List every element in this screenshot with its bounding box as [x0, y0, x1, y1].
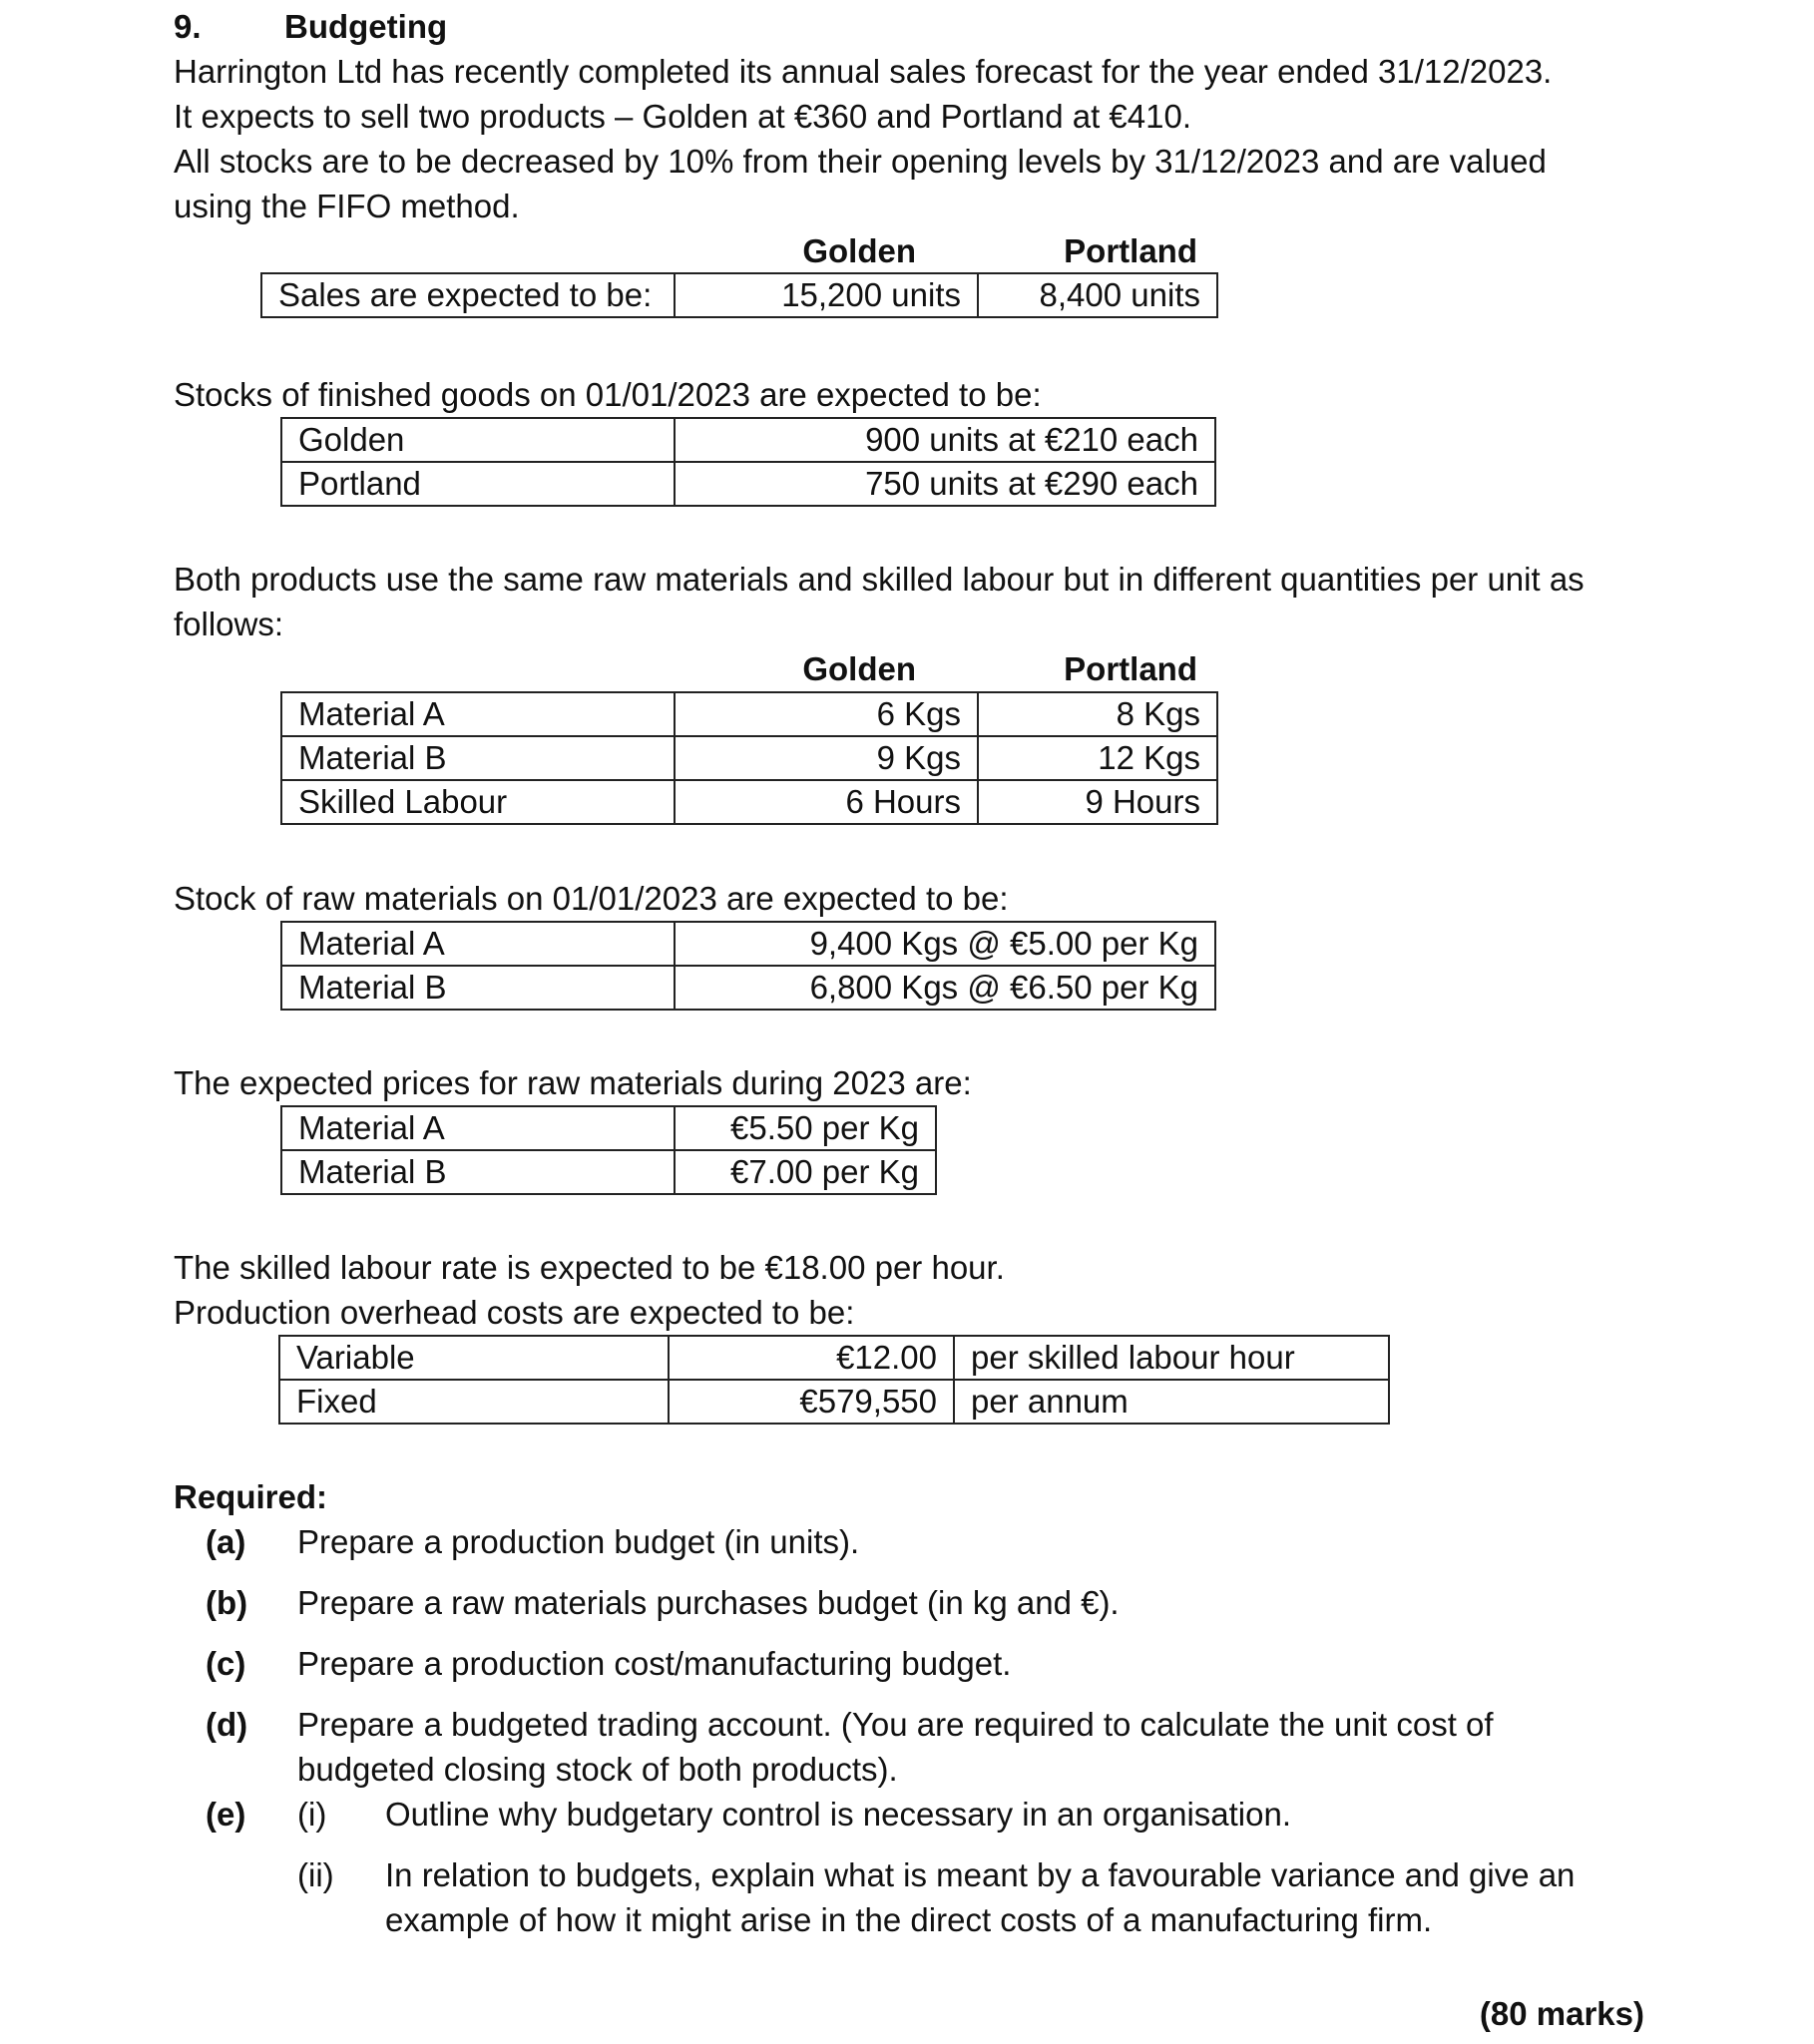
overhead-heading: Production overhead costs are expected to be: [174, 1294, 855, 1331]
prices-heading: The expected prices for raw materials during 2023 are: [174, 1064, 972, 1101]
sales-table [260, 272, 1218, 318]
required-c-letter: (c) [206, 1645, 246, 1682]
usage-portland: 9 Hours [978, 780, 1217, 824]
usage-label: Skilled Labour [281, 780, 675, 824]
raw-stock-table [280, 921, 1216, 1011]
sales-portland: 8,400 units [978, 273, 1217, 317]
required-e-ii-num: (ii) [297, 1856, 334, 1893]
required-a-text: Prepare a production budget (in units). [297, 1523, 860, 1560]
price-label: Material A [281, 1106, 675, 1150]
table-row [281, 736, 1217, 780]
overhead-value: €579,550 [669, 1380, 954, 1424]
usage-golden: 6 Kgs [675, 692, 978, 736]
required-heading: Required: [174, 1478, 328, 1515]
overhead-value: €12.00 [669, 1336, 954, 1380]
required-c-text: Prepare a production cost/manufacturing budget. [297, 1645, 1012, 1682]
sales-golden: 15,200 units [675, 273, 978, 317]
usage-golden: 9 Kgs [675, 736, 978, 780]
intro-line-1: Harrington Ltd has recently completed its annual sales forecast for the year ended 31/12/2023. [174, 53, 1553, 90]
overhead-label: Variable [279, 1336, 669, 1380]
table-row [281, 1106, 936, 1150]
required-d-letter: (d) [206, 1706, 248, 1743]
usage-table [280, 691, 1218, 825]
table-row [281, 922, 1215, 966]
question-title: Budgeting [284, 8, 448, 45]
table-row [281, 966, 1215, 1010]
usage-portland: 8 Kgs [978, 692, 1217, 736]
raw-stock-value: 6,800 Kgs @ €6.50 per Kg [675, 966, 1215, 1010]
usage-col-portland: Portland [1064, 650, 1197, 687]
finished-stock-value: 900 units at €210 each [675, 418, 1215, 462]
usage-text-line-1: Both products use the same raw materials and skilled labour but in different quantities per unit as [174, 561, 1585, 598]
usage-label: Material A [281, 692, 675, 736]
usage-label: Material B [281, 736, 675, 780]
sales-label: Sales are expected to be: [261, 273, 675, 317]
price-value: €7.00 per Kg [675, 1150, 936, 1194]
price-value: €5.50 per Kg [675, 1106, 936, 1150]
marks: (80 marks) [1479, 1995, 1644, 2032]
price-label: Material B [281, 1150, 675, 1194]
required-e-letter: (e) [206, 1796, 246, 1833]
required-d-line-2: budgeted closing stock of both products). [297, 1751, 898, 1788]
required-a-letter: (a) [206, 1523, 246, 1560]
overhead-basis: per annum [954, 1380, 1389, 1424]
question-number: 9. [174, 8, 202, 45]
required-e-ii-line-1: In relation to budgets, explain what is meant by a favourable variance and give an [385, 1856, 1576, 1893]
table-row [281, 462, 1215, 506]
table-row [281, 1150, 936, 1194]
finished-stock-label: Portland [281, 462, 675, 506]
usage-portland: 12 Kgs [978, 736, 1217, 780]
overhead-label: Fixed [279, 1380, 669, 1424]
table-row [261, 273, 1217, 317]
intro-line-2: It expects to sell two products – Golden at €360 and Portland at €410. [174, 98, 1191, 135]
labour-rate-text: The skilled labour rate is expected to be €18.00 per hour. [174, 1249, 1005, 1286]
usage-text-line-2: follows: [174, 606, 284, 642]
finished-stock-label: Golden [281, 418, 675, 462]
usage-col-golden: Golden [802, 650, 916, 687]
table-row [281, 418, 1215, 462]
overhead-basis: per skilled labour hour [954, 1336, 1389, 1380]
finished-stock-heading: Stocks of finished goods on 01/01/2023 are expected to be: [174, 376, 1042, 413]
usage-golden: 6 Hours [675, 780, 978, 824]
intro-line-3: All stocks are to be decreased by 10% from their opening levels by 31/12/2023 and are valued [174, 143, 1547, 180]
raw-stock-heading: Stock of raw materials on 01/01/2023 are expected to be: [174, 880, 1009, 917]
required-b-letter: (b) [206, 1584, 248, 1621]
required-e-i-num: (i) [297, 1796, 327, 1833]
prices-table [280, 1105, 937, 1195]
required-d-line-1: Prepare a budgeted trading account. (You are required to calculate the unit cost of [297, 1706, 1494, 1743]
intro-line-4: using the FIFO method. [174, 188, 520, 224]
raw-stock-label: Material A [281, 922, 675, 966]
raw-stock-label: Material B [281, 966, 675, 1010]
required-b-text: Prepare a raw materials purchases budget (in kg and €). [297, 1584, 1120, 1621]
raw-stock-value: 9,400 Kgs @ €5.00 per Kg [675, 922, 1215, 966]
sales-col-portland: Portland [1064, 232, 1197, 269]
sales-col-golden: Golden [802, 232, 916, 269]
table-row [279, 1380, 1389, 1424]
table-row [281, 780, 1217, 824]
finished-stock-value: 750 units at €290 each [675, 462, 1215, 506]
overhead-table [278, 1335, 1390, 1425]
required-e-ii-line-2: example of how it might arise in the direct costs of a manufacturing firm. [385, 1901, 1433, 1938]
finished-stock-table [280, 417, 1216, 507]
required-e-i-text: Outline why budgetary control is necessary in an organisation. [385, 1796, 1291, 1833]
table-row [281, 692, 1217, 736]
table-row [279, 1336, 1389, 1380]
